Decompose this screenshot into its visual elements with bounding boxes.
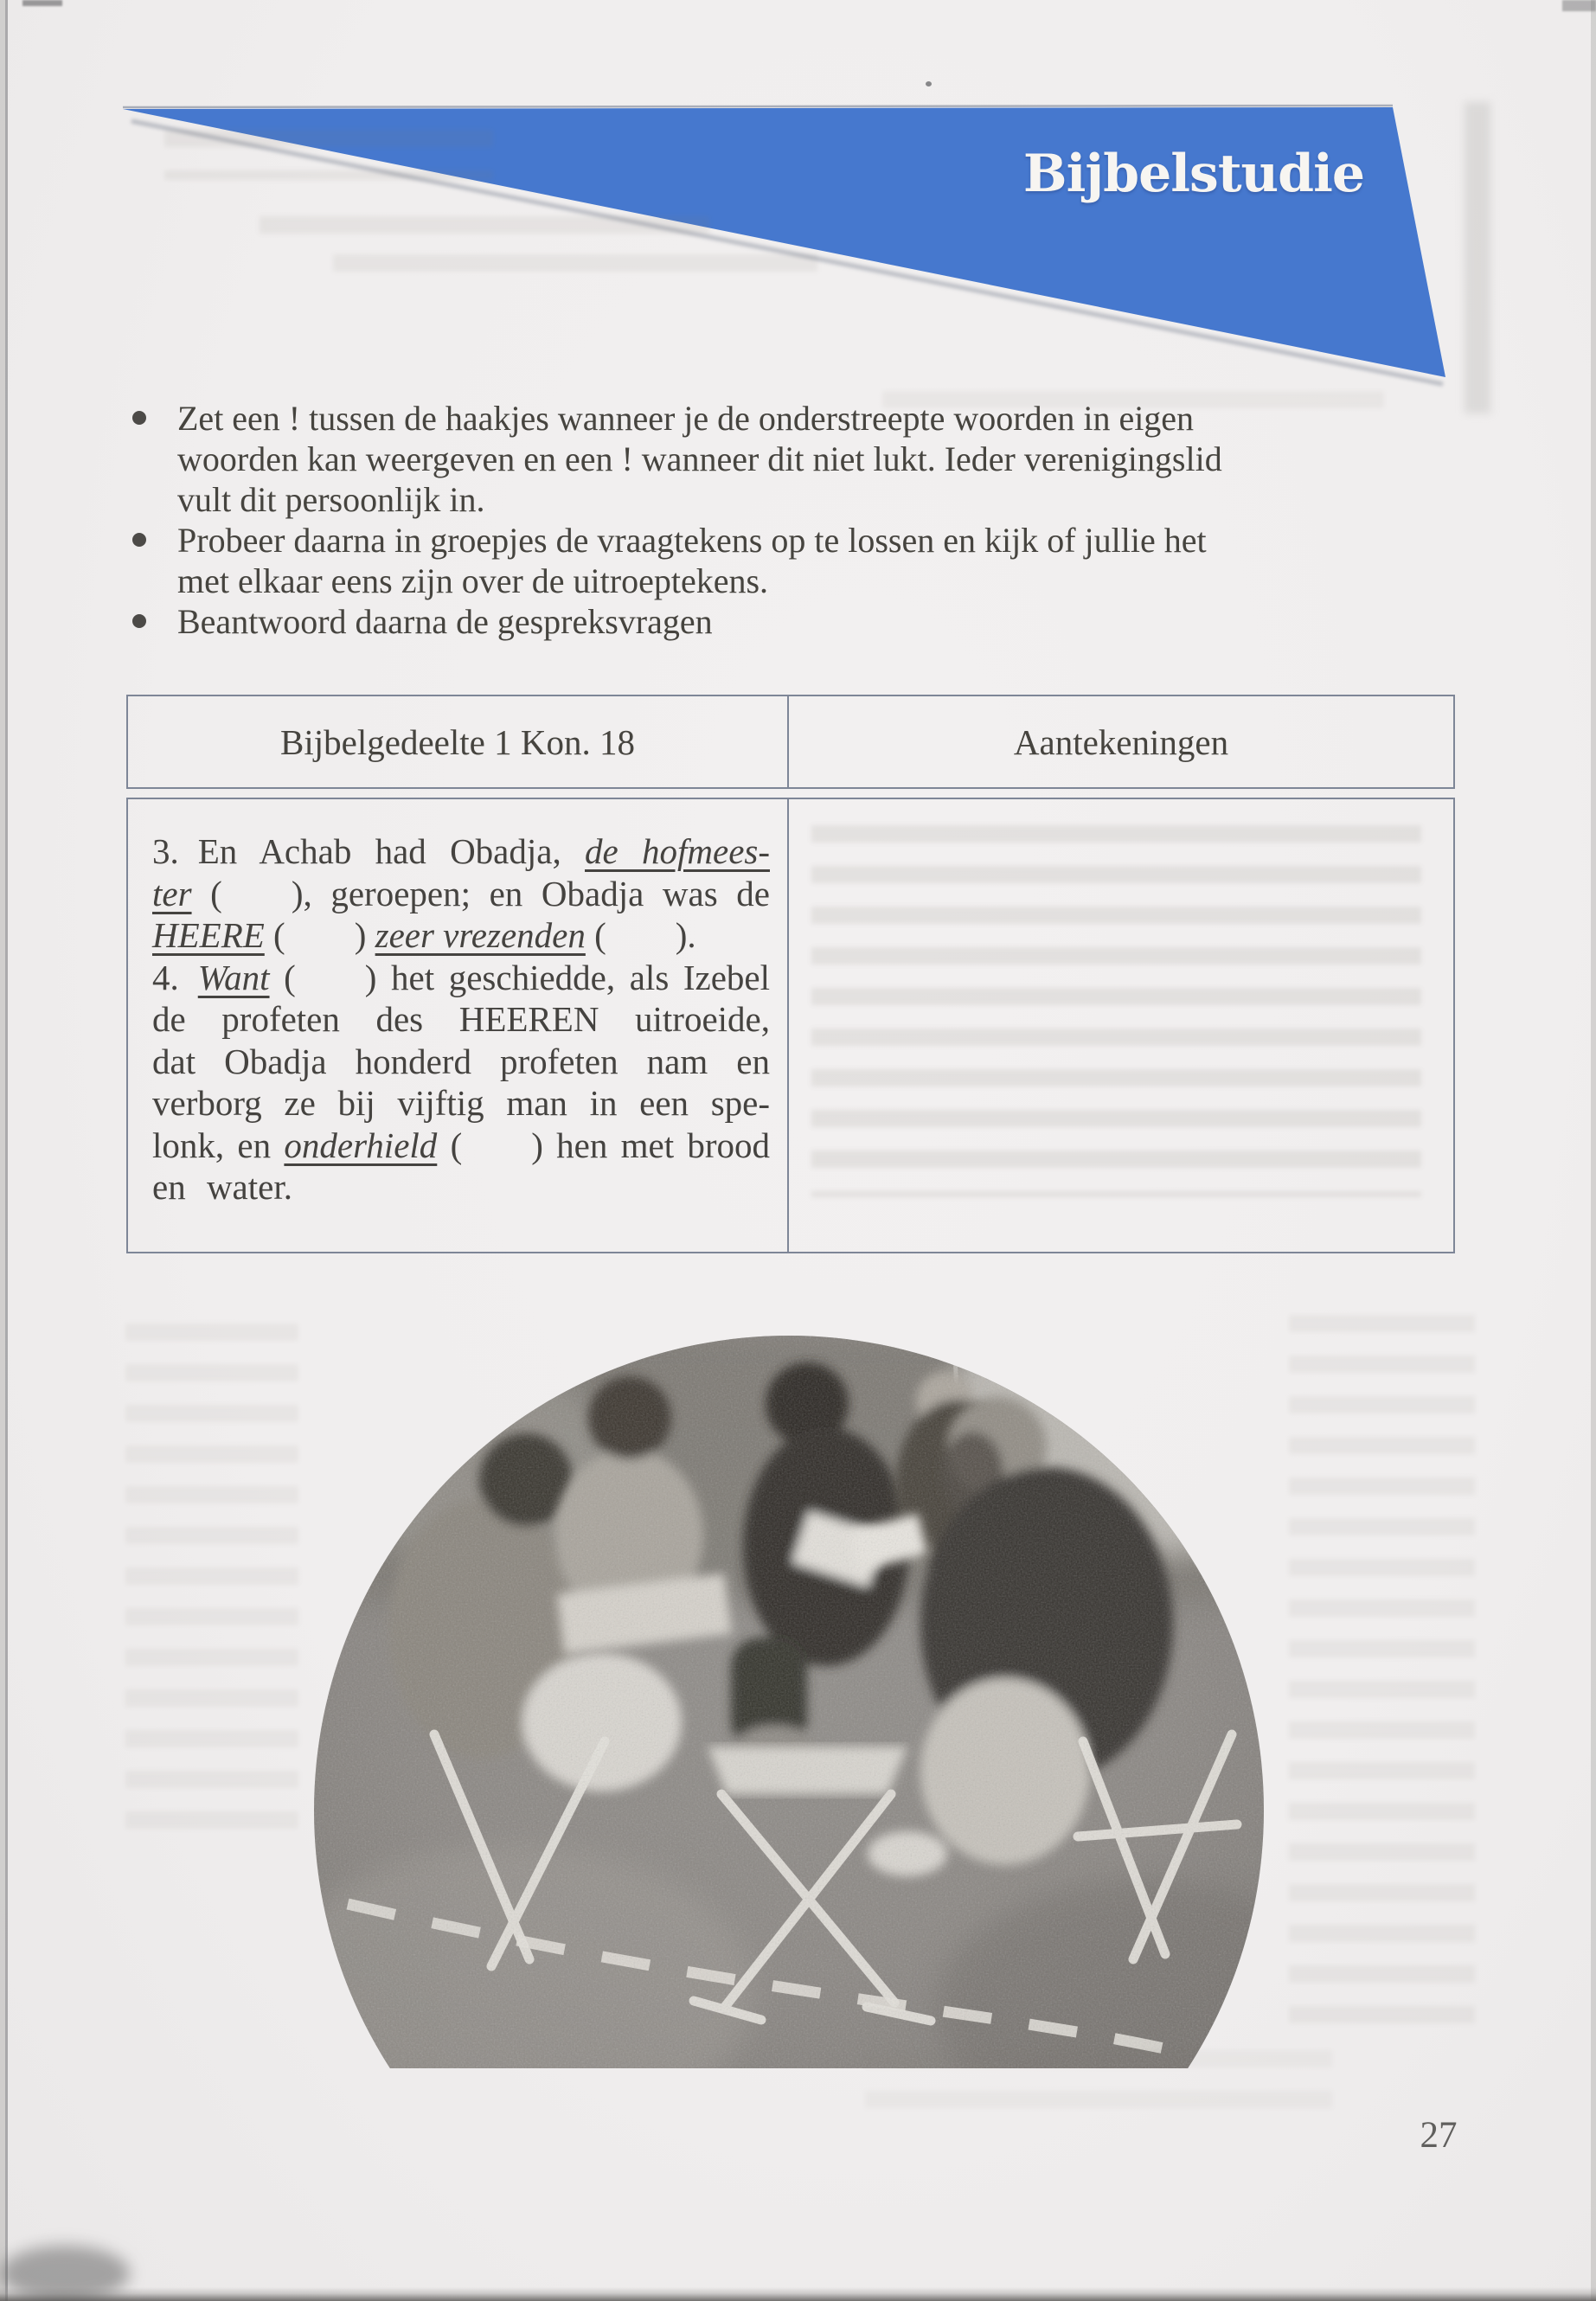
instruction-line: Probeer daarna in groepjes de vraagtekens op te lossen en kijk of jullie het: [177, 521, 1207, 560]
instruction-line: met elkaar eens zijn over de uitroeptekens.: [177, 561, 769, 600]
underlined-keyword: ter: [152, 873, 192, 913]
notes-cell[interactable]: [789, 799, 1453, 1252]
verse-fragment: ), geroepen; en Obadja was de: [291, 873, 770, 913]
scan-edge-left-line: [5, 0, 8, 2301]
verse-text: [152, 830, 770, 1208]
verse-line: [152, 1166, 770, 1208]
scan-corner-mark: [22, 0, 62, 6]
bleed-through-text: [1289, 1315, 1475, 2024]
instruction-item: [177, 398, 1425, 520]
instruction-list: [177, 398, 1425, 642]
verse-fragment: 3.: [152, 831, 179, 871]
verse-fragment: (: [585, 915, 606, 955]
verse-line: [152, 998, 770, 1041]
page-number: 27: [1420, 2115, 1458, 2156]
banner-title: Bijbelstudie: [1022, 144, 1365, 204]
bleed-through-text: [125, 1324, 298, 1843]
scan-edge-bottom: [0, 2287, 1596, 2301]
bullet-icon: [132, 614, 146, 628]
instruction-item: [177, 520, 1425, 601]
verse-line: [152, 830, 770, 873]
verse-fragment: ).: [675, 915, 696, 955]
study-table-header: [126, 695, 1455, 789]
banner-ribbon: [0, 0, 1596, 415]
dust-speck: [926, 81, 932, 87]
verse-fragment: ): [354, 915, 375, 955]
instruction-item: [177, 601, 1425, 642]
verse-fragment: lonk, en: [152, 1125, 285, 1165]
scan-edge-right: [1591, 0, 1596, 2301]
bullet-icon: [132, 533, 146, 547]
verse-fragment: 4.: [152, 957, 179, 997]
underlined-keyword: HEERE: [152, 915, 265, 955]
instruction-line: woorden kan weergeven en een ! wanneer dit niet lukt. Ieder verenigingslid: [177, 439, 1222, 478]
underlined-keyword: onderhield: [284, 1125, 438, 1165]
column-header-notes: Aantekeningen: [1013, 721, 1229, 762]
instruction-line: vult dit persoonlijk in.: [177, 480, 485, 519]
verse-line: [152, 1041, 770, 1083]
verse-fragment: dat Obadja honderd profeten nam en: [152, 1041, 770, 1081]
verse-line: [152, 914, 770, 957]
scan-corner-mark: [1562, 0, 1596, 11]
verse-line: [152, 1125, 770, 1167]
verse-fragment: verborg ze bij vijftig man in een spe-: [152, 1083, 770, 1123]
underlined-keyword: Want: [197, 957, 270, 997]
underlined-keyword: zeer vrezenden: [375, 915, 586, 955]
underlined-keyword: de hofmees-: [585, 831, 770, 871]
verse-line: [152, 873, 770, 915]
group-photo: [313, 1335, 1265, 2068]
verse-fragment: de profeten des HEEREN uitroeide,: [152, 999, 770, 1039]
scan-shading: [1465, 102, 1490, 413]
instruction-line: Zet een ! tussen de haakjes wanneer je de onderstreepte woorden in eigen: [177, 399, 1195, 438]
verse-line: [152, 957, 770, 999]
verse-fragment: (: [264, 915, 285, 955]
bullet-icon: [132, 411, 146, 425]
study-table-body: [126, 798, 1455, 1253]
verse-fragment: En Achab had Obadja,: [197, 831, 586, 871]
instruction-line: Beantwoord daarna de gespreksvragen: [177, 602, 713, 641]
verse-fragment: (: [191, 873, 222, 913]
verse-fragment: en water.: [152, 1167, 292, 1207]
verse-line: [152, 1082, 770, 1125]
verse-fragment: ) het geschiedde, als Izebel: [364, 957, 771, 997]
verse-fragment: (: [269, 957, 296, 997]
verse-fragment: (: [437, 1125, 463, 1165]
verse-fragment: ) hen met brood: [531, 1125, 771, 1165]
scan-blotch: [0, 2246, 130, 2301]
column-header-bible-passage: Bijbelgedeelte 1 Kon. 18: [280, 721, 635, 762]
